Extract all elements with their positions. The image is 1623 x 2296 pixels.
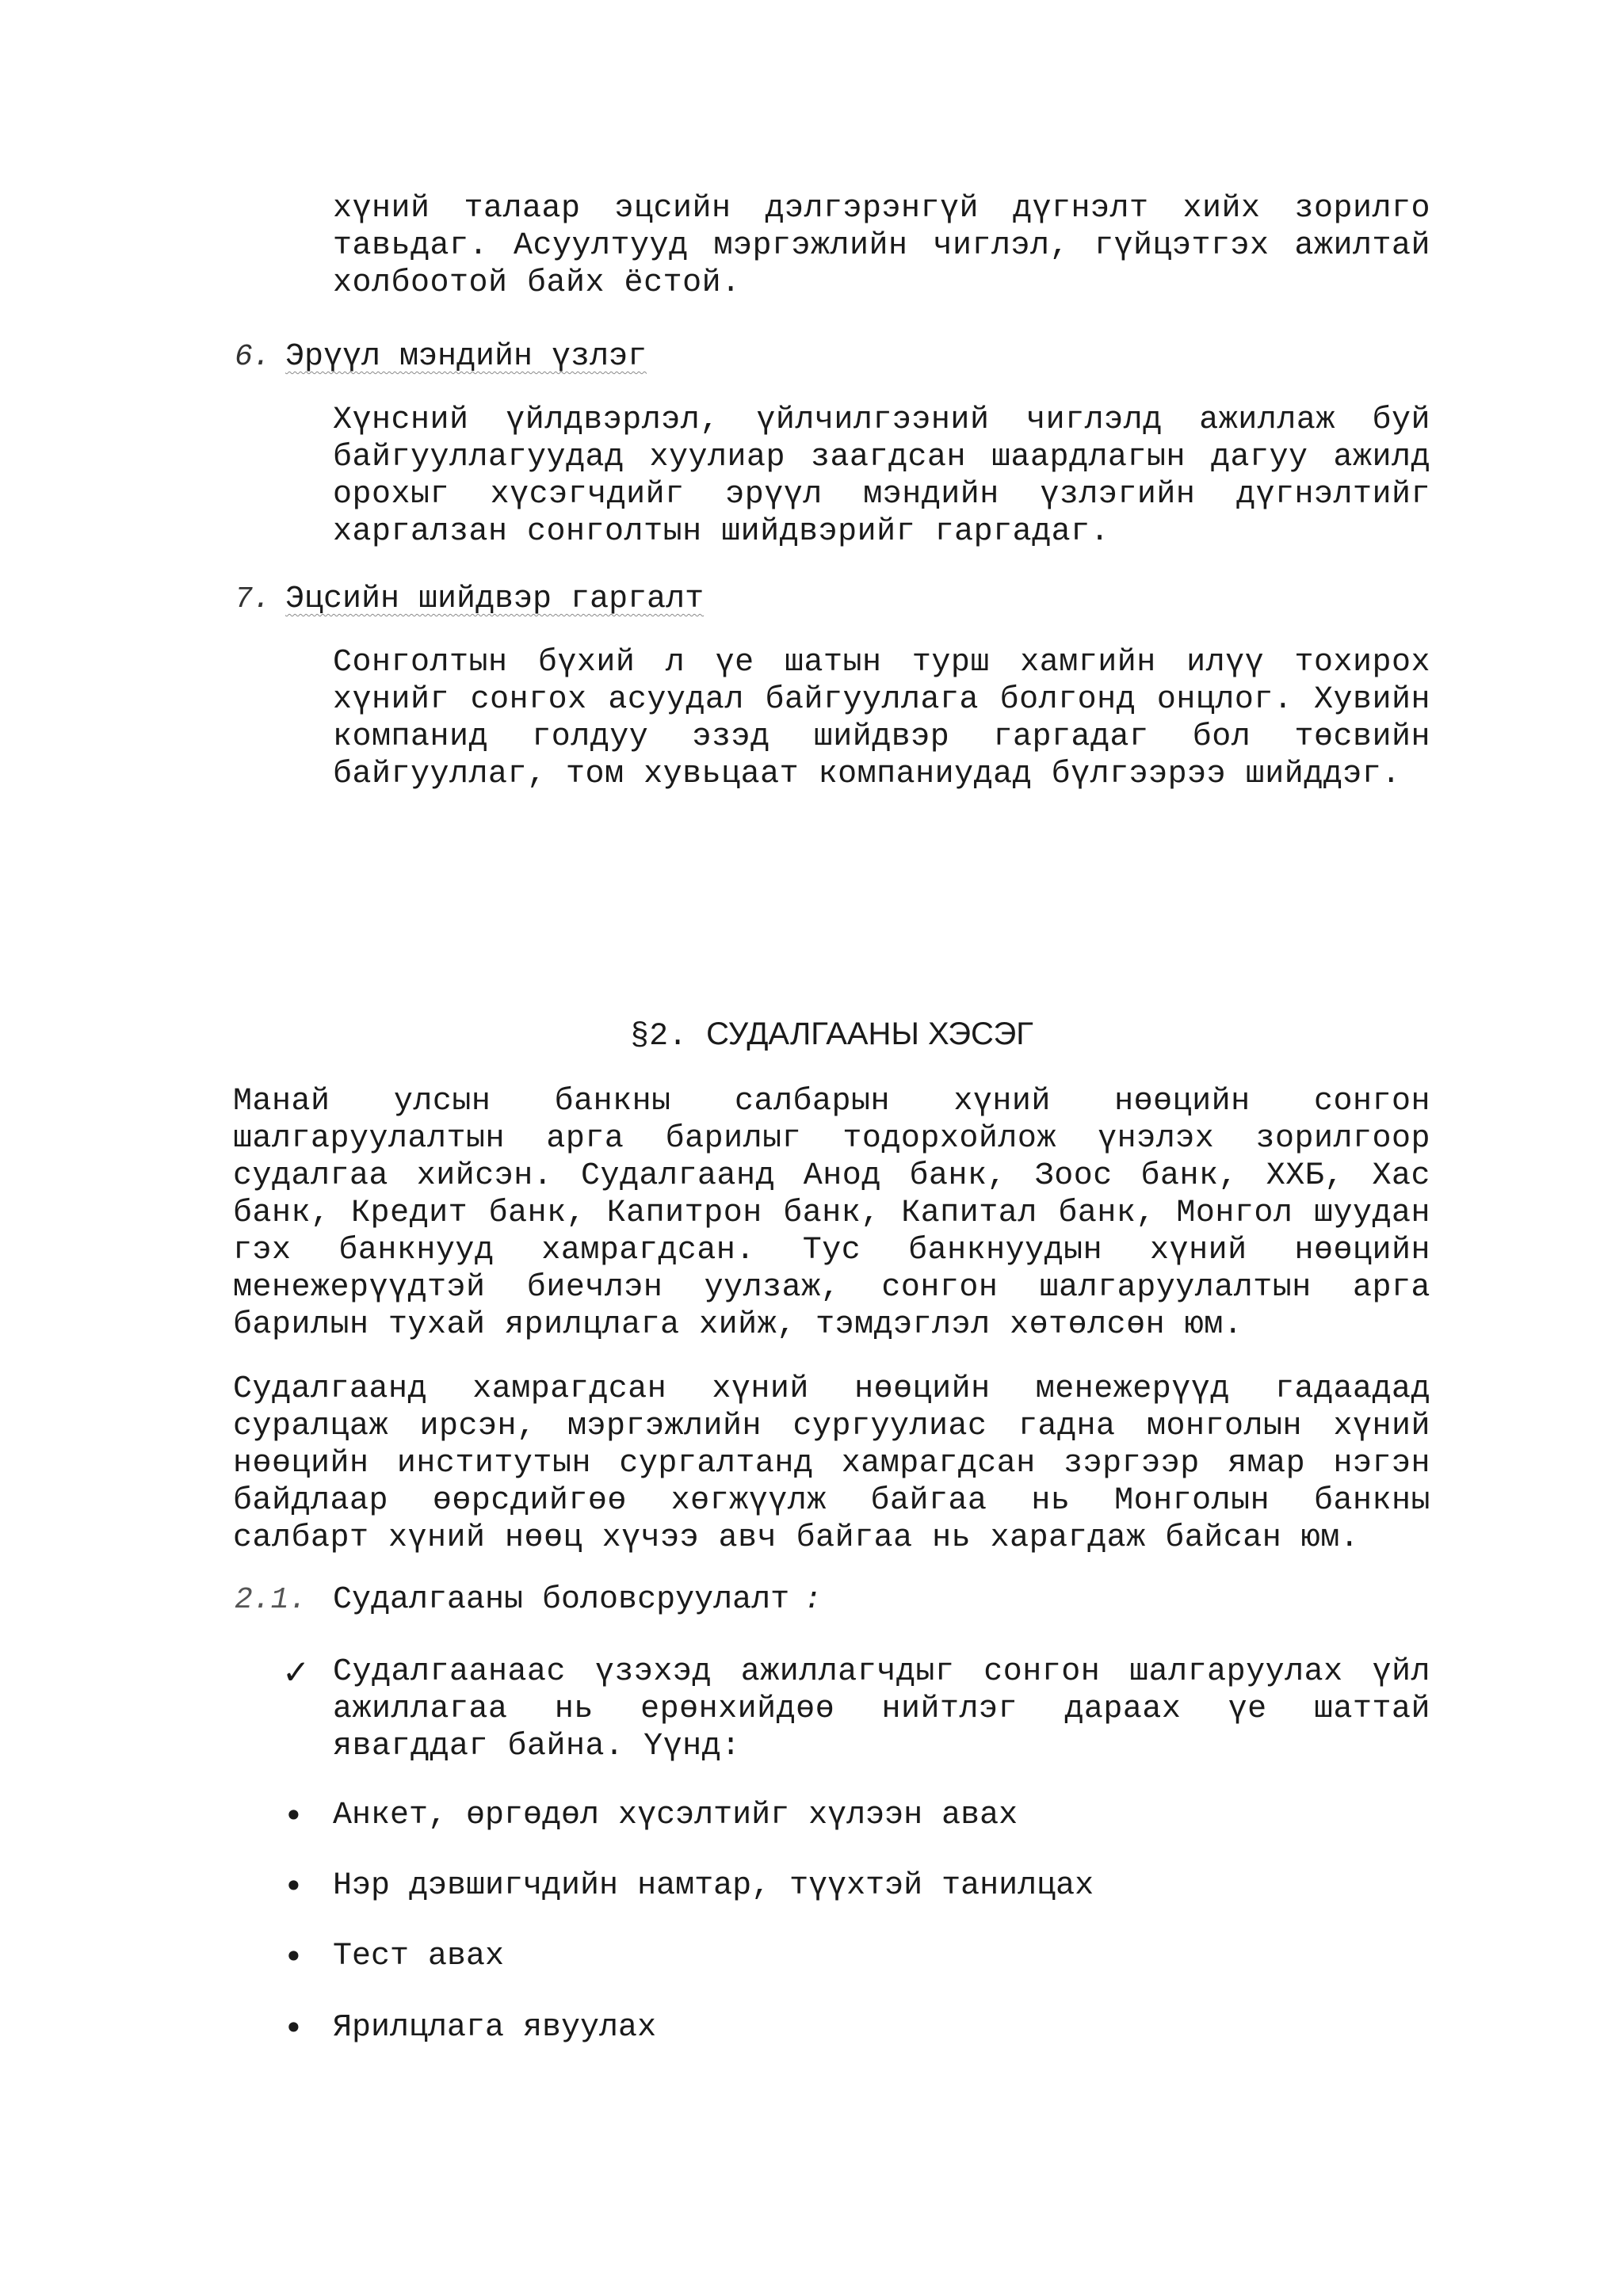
- item-7-body: Сонголтын бүхий л үе шатын турш хамгийн илүү тохирох хүнийг сонгох асуудал байгууллага болгонд онцлог. Хувийн компанид голдуу эзэд шийдвэр гаргадаг бол төсвийн байгууллаг, том хувьцаат компаниудад бүлгээрээ шийддэг.: [333, 645, 1430, 792]
- bullet-icon: •: [284, 1796, 304, 1835]
- subsection-colon: :: [804, 1583, 822, 1617]
- item-6-number: 6.: [235, 340, 271, 374]
- bullet-icon: •: [284, 2008, 304, 2047]
- subsection-number: 2.1.: [235, 1583, 307, 1617]
- item-6-body: Хүнсний үйлдвэрлэл, үйлчилгээний чиглэлд ажиллаж буй байгууллагуудад хуулиар заагдсан шаардлагын дагуу ажилд орохыг хүсэгчдийг эрүүл мэндийн үзлэгийн дүгнэлтийг харгалзан сонголтын шийдвэрийг гаргадаг.: [333, 402, 1430, 550]
- check-item-text: Судалгаанаас үзэхэд ажиллагчдыг сонгон шалгаруулах үйл ажиллагаа нь ерөнхийдөө нийтлэг дараах үе шаттай явагддаг байна. Үүнд:: [333, 1654, 1430, 1764]
- bullet-item: Анкет, өргөдөл хүсэлтийг хүлээн авах: [333, 1798, 1018, 1833]
- bullet-icon: •: [284, 1937, 304, 1976]
- item-6-heading: Эрүүл мэндийн үзлэг: [285, 339, 647, 375]
- subsection-title: Судалгааны боловсруулалт: [333, 1582, 790, 1618]
- item-7-number: 7.: [235, 582, 271, 616]
- section-title: [233, 1016, 1430, 1055]
- section-paragraph-2: Судалгаанд хамрагдсан хүний нөөцийн менежерүүд гадаадад суралцаж ирсэн, мэргэжлийн сургуулиас гадна монголын хүний нөөцийн институтын сургалтанд хамрагдсан зэргээр ямар нэгэн байдлаар өөрсдийгөө хөгжүүлж байгаа нь Монголын банкны салбарт хүний нөөц хүчээ авч байгаа нь харагдаж байсан юм.: [233, 1371, 1430, 1556]
- bullet-item: Тест авах: [333, 1939, 505, 1974]
- section-symbol: §2.: [630, 1019, 688, 1055]
- section-title-text: СУДАЛГААНЫ ХЭСЭГ: [706, 1016, 1033, 1051]
- check-mark-icon: ✓: [282, 1653, 311, 1691]
- bullet-icon: •: [284, 1867, 304, 1905]
- section-paragraph-1: Манай улсын банкны салбарын хүний нөөцийн сонгон шалгаруулалтын арга барилыг тодорхойлож үнэлэх зорилгоор судалгаа хийсэн. Судалгаанд Анод банк, Зоос банк, ХХБ, Хас банк, Кредит банк, Капитрон банк, Капитал банк, Монгол шуудан гэх банкнууд хамрагдсан. Тус банкнуудын хүний нөөцийн менежерүүдтэй биечлэн уулзаж, сонгон шалгаруулалтын арга барилын тухай ярилцлага хийж, тэмдэглэл хөтөлсөн юм.: [233, 1084, 1430, 1343]
- intro-paragraph: хүний талаар эцсийн дэлгэрэнгүй дүгнэлт хийх зорилго тавьдаг. Асуултууд мэргэжлийн чиглэл, гүйцэтгэх ажилтай холбоотой байх ёстой.: [333, 191, 1430, 301]
- item-7-heading: Эцсийн шийдвэр гаргалт: [285, 582, 705, 617]
- bullet-item: Нэр дэвшигчдийн намтар, түүхтэй танилцах: [333, 1868, 1094, 1904]
- bullet-item: Ярилцлага явуулах: [333, 2010, 657, 2046]
